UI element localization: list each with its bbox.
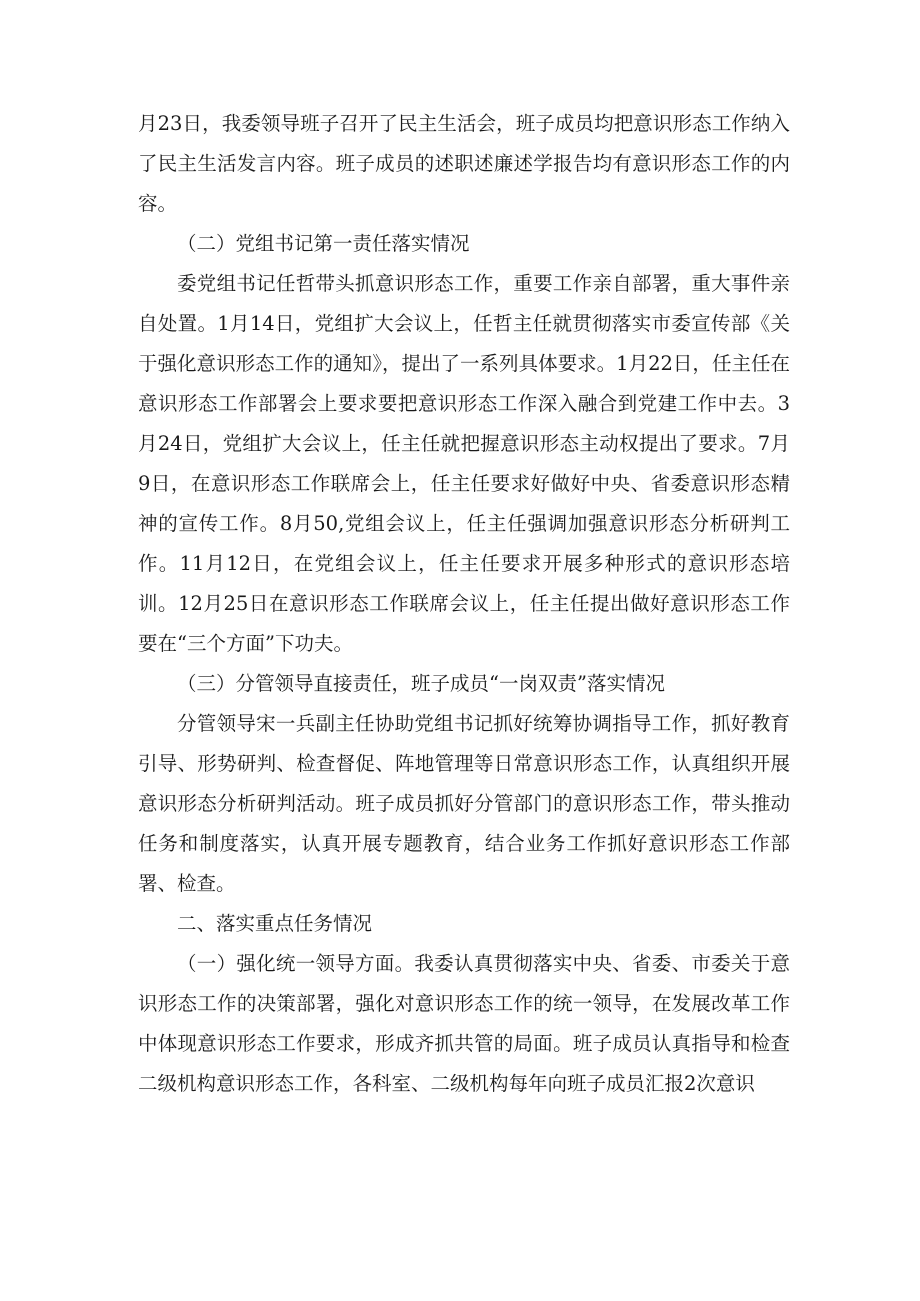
paragraph-continuation: 月23日，我委领导班子召开了民主生活会，班子成员均把意识形态工作纳入了民主生活发言内容。班子成员的述职述廉述学报告均有意识形态工作的内容。 <box>138 112 790 215</box>
paragraph-party-secretary: 委党组书记任哲带头抓意识形态工作，重要工作亲自部署，重大事件亲自处置。1月14日，党组扩大会议上，任哲主任就贯彻落实市委宣传部《关于强化意识形态工作的通知》，提出了一系列具体要求。1月22日，任主任在意识形态工作部署会上要求要把意识形态工作深入融合到党建工作中去。3月24日，党组扩大会议上，任主任就把握意识形态主动权提出了要求。7月9日，在意识形态工作联席会上，任主任要求好做好中央、省委意识形态精神的宣传工作。8月50,党组会议上，任主任强调加强意识形态分析研判工作。11月12日，在党组会议上，任主任要求开展多种形式的意识形态培训。12月25日在意识形态工作联席会议上，任主任提出做好意识形态工作要在“三个方面”下功夫。 <box>138 272 790 655</box>
section-heading-key-tasks: 二、落实重点任务情况 <box>177 912 373 935</box>
document-body <box>138 104 790 1104</box>
paragraph-unified-leadership: （一）强化统一领导方面。我委认真贯彻落实中央、省委、市委关于意识形态工作的决策部署，强化对意识形态工作的统一领导，在发展改革工作中体现意识形态工作要求，形成齐抓共管的局面。班子成员认真指导和检查二级机构意识形态工作，各科室、二级机构每年向班子成员汇报2次意识 <box>138 952 790 1095</box>
section-heading-leader-responsibility: （三）分管领导直接责任，班子成员“一岗双责”落实情况 <box>177 672 665 695</box>
section-heading-party-secretary-responsibility: （二）党组书记第一责任落实情况 <box>177 232 470 255</box>
paragraph-leader-responsibility: 分管领导宋一兵副主任协助党组书记抓好统筹协调指导工作，抓好教育引导、形势研判、检查督促、阵地管理等日常意识形态工作，认真组织开展意识形态分析研判活动。班子成员抓好分管部门的意识形态工作，带头推动任务和制度落实，认真开展专题教育，结合业务工作抓好意识形态工作部署、检查。 <box>138 712 790 895</box>
